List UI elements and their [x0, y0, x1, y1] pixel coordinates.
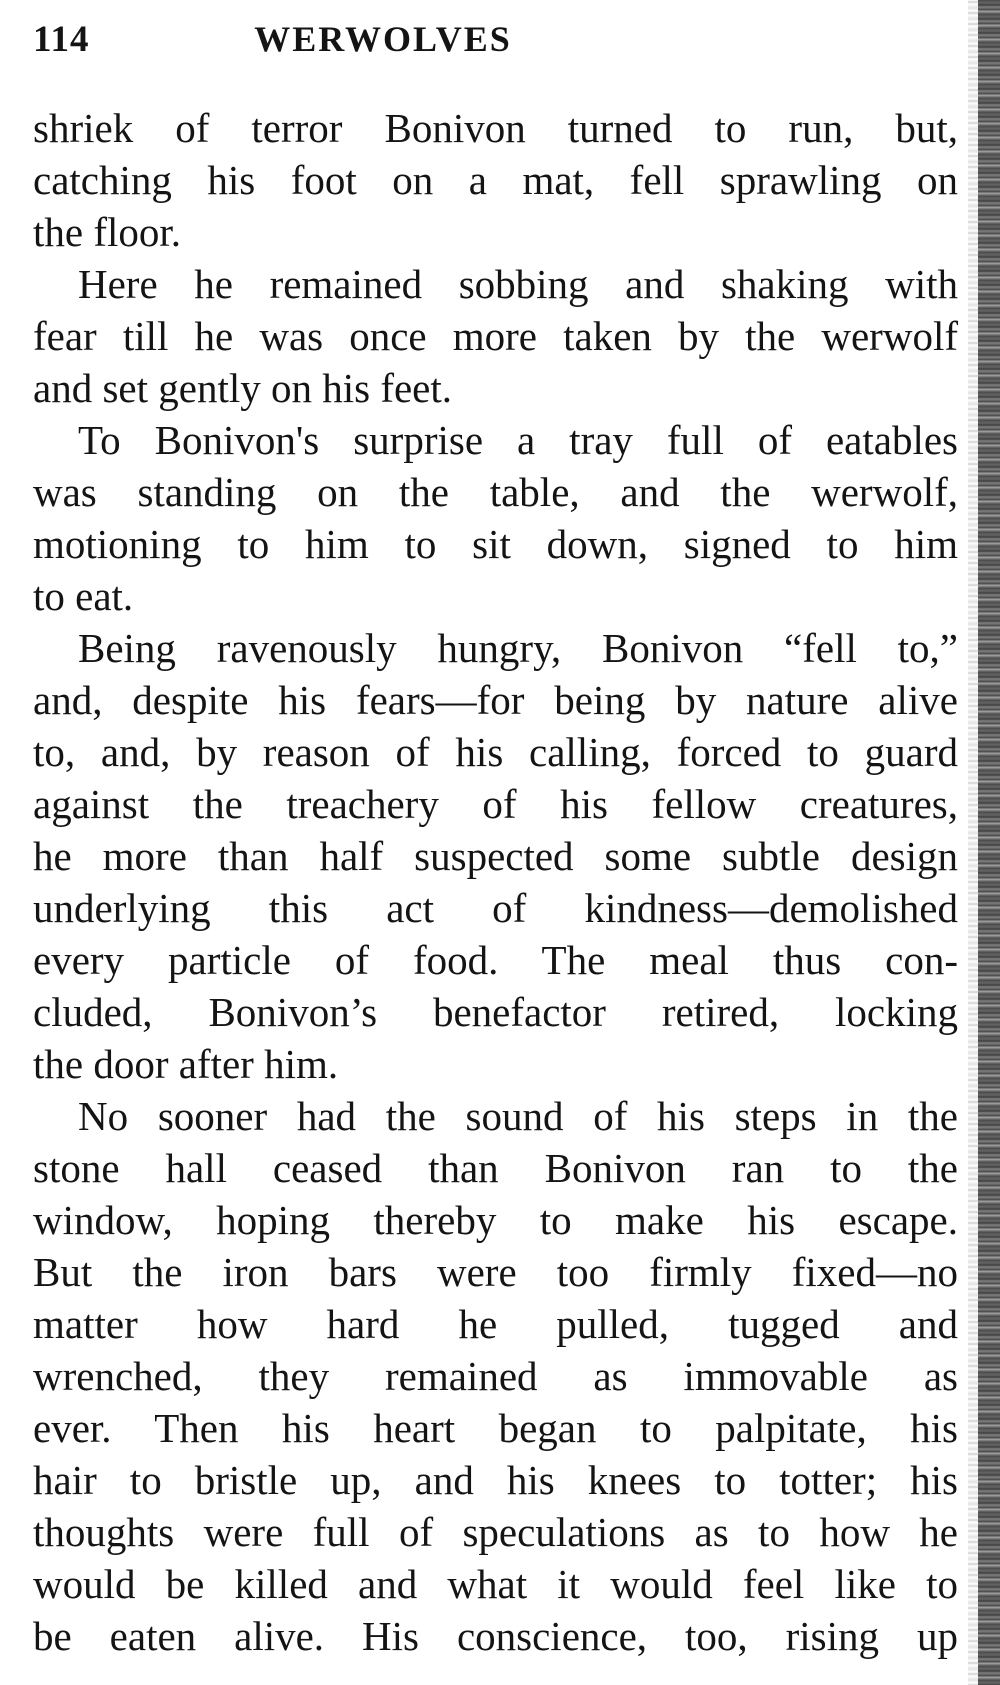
text-line: be eaten alive. His conscience, too, rising up: [33, 1613, 958, 1659]
text-line: would be killed and what it would feel like to: [33, 1561, 958, 1607]
text-line: the door after him.: [33, 1041, 339, 1087]
text-line: underlying this act of kindness—demolished: [33, 885, 958, 931]
text-line: catching his foot on a mat, fell sprawling on: [33, 157, 958, 203]
text-line: motioning to him to sit down, signed to him: [33, 521, 958, 567]
text-line: To Bonivon's surprise a tray full of eatables: [78, 417, 958, 463]
page-edge-shadow: [968, 0, 978, 1685]
text-line: fear till he was once more taken by the werwolf: [33, 313, 958, 359]
text-line: to, and, by reason of his calling, forced to guard: [33, 729, 958, 775]
text-line: and, despite his fears—for being by nature alive: [33, 677, 958, 723]
text-line: No sooner had the sound of his steps in the: [78, 1093, 958, 1139]
text-line: Being ravenously hungry, Bonivon “fell to,”: [78, 625, 958, 671]
text-line: Here he remained sobbing and shaking with: [78, 261, 958, 307]
page-header: [33, 18, 953, 68]
body-text: [33, 102, 958, 1662]
text-line: to eat.: [33, 573, 134, 619]
text-line: every particle of food. The meal thus con-: [33, 937, 958, 983]
text-line: and set gently on his feet.: [33, 365, 453, 411]
text-line: But the iron bars were too firmly fixed—no: [33, 1249, 958, 1295]
text-line: he more than half suspected some subtle design: [33, 833, 958, 879]
running-head: WERWOLVES: [254, 19, 512, 59]
page-number: 114: [33, 19, 90, 60]
book-spine-edge: [978, 0, 1000, 1685]
text-line: thoughts were full of speculations as to how he: [33, 1509, 958, 1555]
text-line: wrenched, they remained as immovable as: [33, 1353, 958, 1399]
text-line: shriek of terror Bonivon turned to run, but,: [33, 105, 958, 151]
text-line: was standing on the table, and the werwolf,: [33, 469, 958, 515]
text-line: stone hall ceased than Bonivon ran to the: [33, 1145, 958, 1191]
text-line: ever. Then his heart began to palpitate, his: [33, 1405, 958, 1451]
text-line: cluded, Bonivon’s benefactor retired, locking: [33, 989, 958, 1035]
text-line: window, hoping thereby to make his escape.: [33, 1197, 958, 1243]
text-line: the floor.: [33, 209, 182, 255]
text-line: matter how hard he pulled, tugged and: [33, 1301, 958, 1347]
text-line: against the treachery of his fellow creatures,: [33, 781, 958, 827]
text-line: hair to bristle up, and his knees to totter; his: [33, 1457, 958, 1503]
